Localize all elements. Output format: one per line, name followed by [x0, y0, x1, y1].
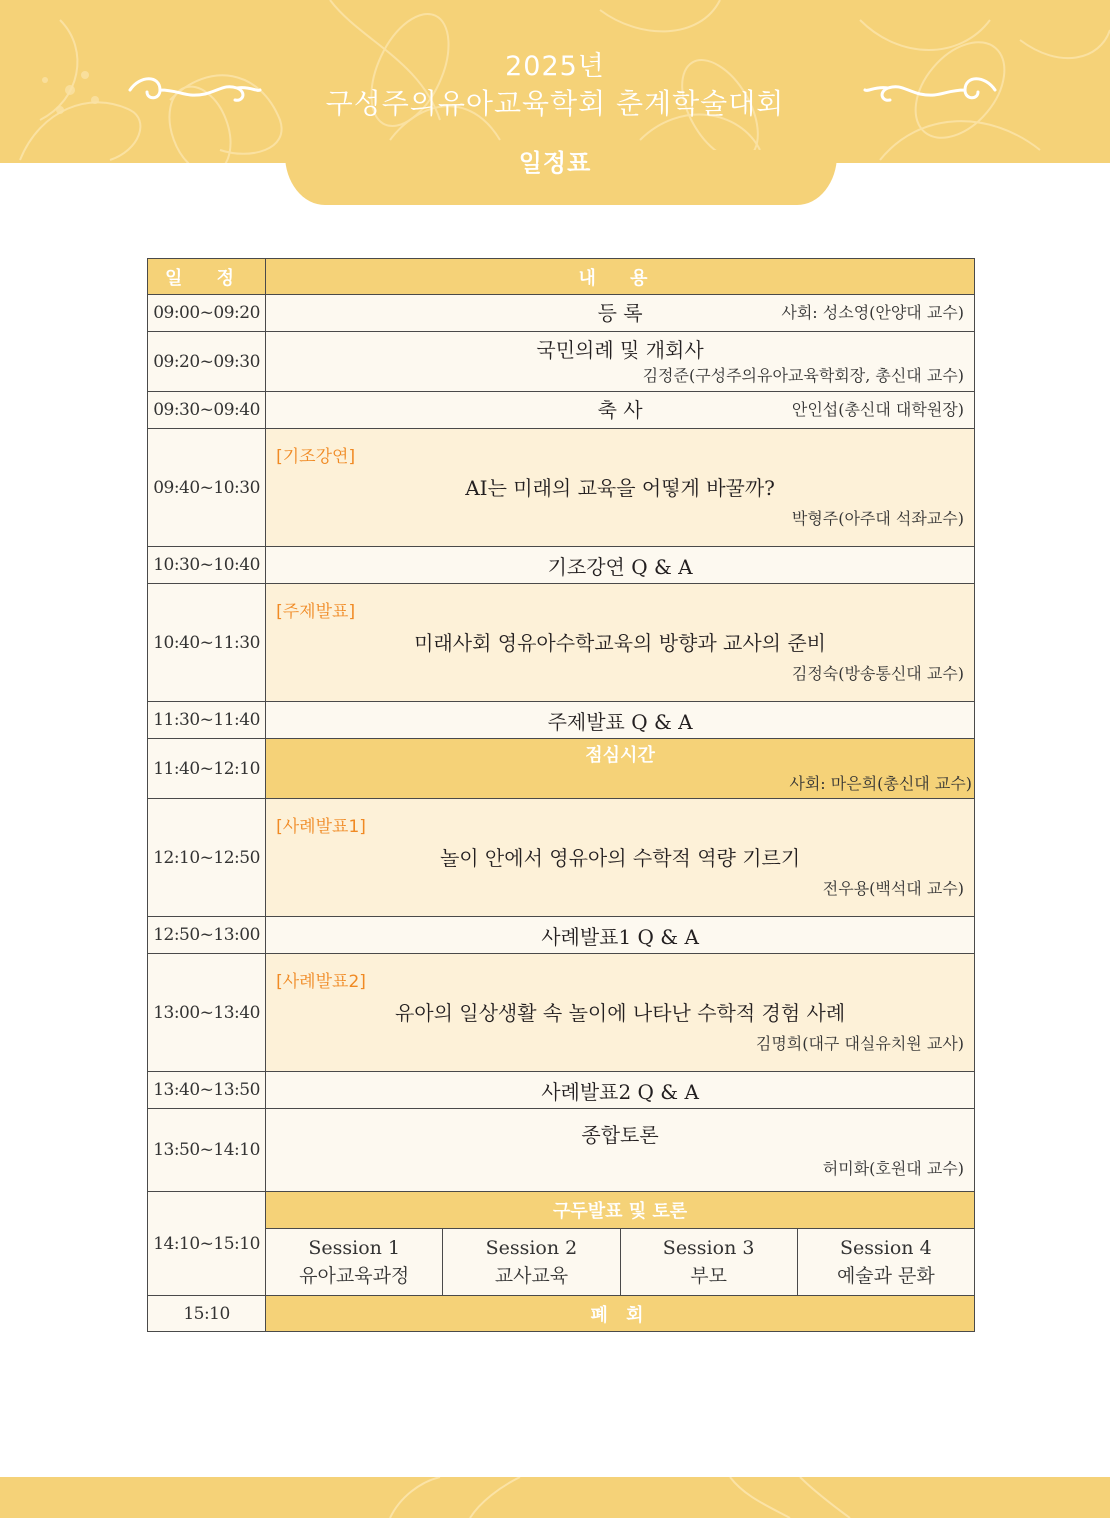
session-topic: 교사교육	[494, 1265, 569, 1287]
session-tag: [사례발표2]	[276, 971, 366, 992]
table-row	[148, 917, 975, 954]
content-cell	[266, 1109, 975, 1192]
time-cell: 14:10~15:10	[148, 1192, 266, 1296]
event-year: 2025년	[505, 51, 605, 82]
session-tag: [기조강연]	[276, 446, 356, 467]
footer-band	[0, 1477, 1110, 1518]
table-row	[148, 429, 975, 547]
content-cell	[266, 1192, 975, 1229]
table-row	[148, 584, 975, 702]
time-cell: 13:40~13:50	[148, 1072, 266, 1109]
table-row	[148, 295, 975, 332]
session-name: Session 1	[308, 1237, 401, 1259]
time-cell: 09:30~09:40	[148, 392, 266, 429]
content-cell	[266, 332, 975, 392]
table-row	[148, 1296, 975, 1332]
item-title: 종합토론	[581, 1123, 659, 1147]
time-cell: 13:50~14:10	[148, 1109, 266, 1192]
item-presenter: 전우용(백석대 교수)	[822, 878, 964, 898]
item-presenter: 사회: 성소영(안양대 교수)	[781, 303, 964, 322]
time-column-header: 일 정	[148, 259, 266, 295]
floral-pattern	[0, 1477, 1110, 1518]
item-title: 사례발표2 Q & A	[541, 1079, 699, 1104]
time-cell: 09:20~09:30	[148, 332, 266, 392]
session-topic: 유아교육과정	[299, 1265, 410, 1287]
content-cell	[266, 429, 975, 547]
sessions-row	[148, 1229, 975, 1296]
closing-label: 폐 회	[590, 1304, 650, 1326]
schedule-table	[147, 258, 975, 1332]
item-presenter: 박형주(아주대 석좌교수)	[791, 508, 964, 528]
item-title: 사례발표1 Q & A	[541, 924, 699, 949]
table-row	[148, 332, 975, 392]
content-cell	[266, 584, 975, 702]
item-title: 축 사	[597, 398, 643, 422]
table-row	[148, 1109, 975, 1192]
time-cell: 12:50~13:00	[148, 917, 266, 954]
item-title: 놀이 안에서 영유아의 수학적 역량 기르기	[439, 845, 801, 870]
time-cell: 11:40~12:10	[148, 739, 266, 799]
table-row	[148, 702, 975, 739]
item-title: 국민의례 및 개회사	[536, 338, 704, 362]
item-presenter: 김명희(대구 대실유치원 교사)	[755, 1033, 964, 1053]
session-name: Session 3	[662, 1237, 755, 1259]
time-cell: 15:10	[148, 1296, 266, 1332]
session-topic: 부모	[690, 1265, 727, 1287]
item-title: 등 록	[597, 301, 643, 325]
table-row	[148, 547, 975, 584]
content-cell	[266, 917, 975, 954]
content-cell	[266, 702, 975, 739]
table-row	[148, 392, 975, 429]
item-presenter: 허미화(호원대 교수)	[822, 1159, 964, 1178]
item-title: 기조강연 Q & A	[547, 554, 693, 579]
item-presenter: 사회: 마은희(총신대 교수)	[789, 773, 972, 793]
header-band	[0, 0, 1110, 163]
item-presenter: 안인섭(총신대 대학원장)	[791, 400, 964, 419]
time-cell: 13:00~13:40	[148, 954, 266, 1072]
table-row	[148, 799, 975, 917]
time-cell: 09:00~09:20	[148, 295, 266, 332]
time-cell: 11:30~11:40	[148, 702, 266, 739]
content-column-header: 내 용	[266, 259, 975, 295]
content-cell	[266, 295, 975, 332]
session-tag: [사례발표1]	[276, 816, 366, 837]
content-cell	[266, 392, 975, 429]
schedule-heading: 일정표	[518, 149, 592, 177]
item-title: 미래사회 영유아수학교육의 방향과 교사의 준비	[414, 630, 826, 655]
session-cell	[797, 1229, 974, 1296]
content-cell	[266, 1072, 975, 1109]
time-cell: 10:40~11:30	[148, 584, 266, 702]
time-cell: 09:40~10:30	[148, 429, 266, 547]
session-name: Session 2	[485, 1237, 578, 1259]
content-cell	[266, 547, 975, 584]
content-cell	[266, 799, 975, 917]
item-title: 주제발표 Q & A	[547, 709, 693, 734]
item-title: 유아의 일상생활 속 놀이에 나타난 수학적 경험 사례	[394, 1000, 846, 1025]
lunch-label: 점심시간	[585, 744, 655, 766]
time-cell: 12:10~12:50	[148, 799, 266, 917]
content-cell	[266, 954, 975, 1072]
table-row	[148, 1072, 975, 1109]
session-topic: 예술과 문화	[836, 1265, 935, 1287]
table-row	[148, 954, 975, 1072]
content-cell	[266, 739, 975, 799]
session-cell	[620, 1229, 797, 1296]
item-title: AI는 미래의 교육을 어떻게 바꿀까?	[465, 475, 775, 500]
table-row	[148, 1192, 975, 1229]
content-cell	[266, 1296, 975, 1332]
session-cell	[266, 1229, 443, 1296]
session-name: Session 4	[840, 1237, 932, 1259]
event-title: 구성주의유아교육학회 춘계학술대회	[325, 87, 785, 120]
table-row	[148, 739, 975, 799]
session-cell	[443, 1229, 620, 1296]
item-presenter: 김정숙(방송통신대 교수)	[791, 663, 964, 683]
time-cell: 10:30~10:40	[148, 547, 266, 584]
item-presenter: 김정준(구성주의유아교육학회장, 총신대 교수)	[642, 366, 964, 385]
table-header-row	[148, 259, 975, 295]
session-tag: [주제발표]	[276, 601, 356, 622]
oral-session-label: 구두발표 및 토론	[552, 1201, 688, 1222]
